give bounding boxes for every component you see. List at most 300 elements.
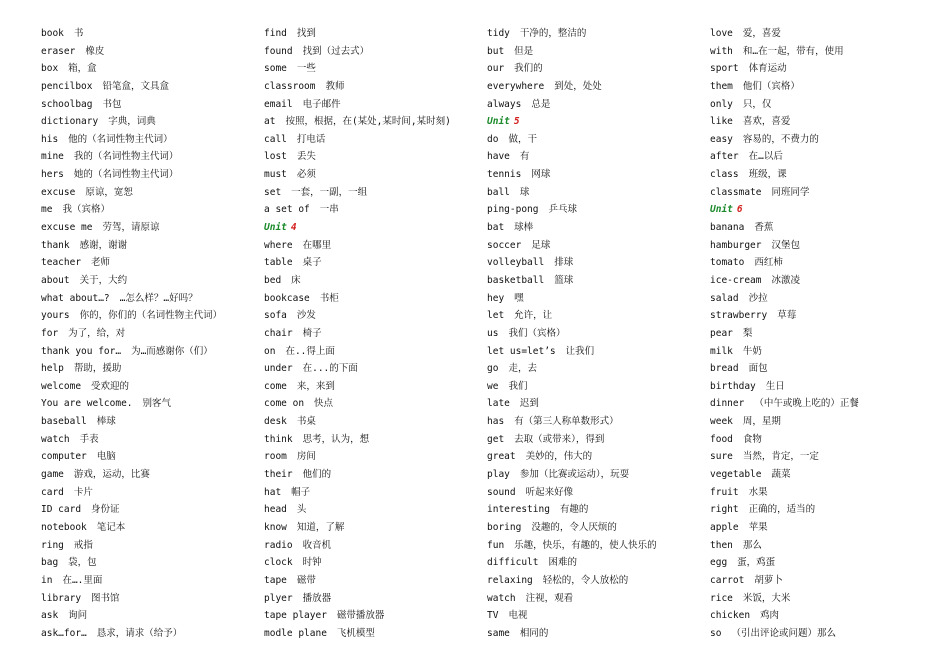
vocab-entry (710, 554, 945, 572)
vocab-entry (41, 219, 256, 237)
vocab-entry (710, 307, 945, 325)
vocab-meaning: 让我们 (565, 345, 595, 357)
vocab-meaning: 体育运动 (748, 63, 787, 75)
vocab-word: library (41, 592, 82, 604)
vocab-meaning: 迟到 (519, 398, 539, 410)
vocab-word: box (41, 63, 59, 75)
vocab-meaning: 注视，观看 (525, 592, 574, 604)
unit-label: Unit (264, 222, 287, 234)
vocab-entry (710, 448, 945, 466)
vocab-word: after (710, 151, 739, 163)
vocab-entry (41, 184, 256, 202)
vocab-word: thank (41, 239, 70, 251)
vocab-word: dinner (710, 398, 745, 410)
vocab-entry (264, 484, 479, 502)
vocab-entry (487, 554, 702, 572)
vocab-meaning: 书包 (102, 98, 122, 110)
vocab-word: get (487, 433, 505, 445)
vocab-entry (41, 554, 256, 572)
vocab-word: ask…for… (41, 627, 87, 639)
vocab-meaning: 老师 (91, 257, 111, 269)
vocab-entry (487, 519, 702, 537)
vocab-meaning: 打电话 (296, 133, 326, 145)
vocab-word: You are welcome. (41, 398, 133, 410)
vocab-entry (264, 501, 479, 519)
vocab-word: ring (41, 539, 64, 551)
vocab-entry (487, 290, 702, 308)
vocab-word: plyer (264, 592, 293, 604)
vocab-word: food (710, 433, 733, 445)
vocab-word: room (264, 451, 287, 463)
vocab-word: thank you for… (41, 345, 122, 357)
vocab-meaning: 球 (519, 186, 530, 198)
vocab-meaning: 允许，让 (514, 310, 553, 322)
vocab-word: everywhere (487, 80, 545, 92)
vocab-word: must (264, 169, 287, 181)
vocab-entry (710, 572, 945, 590)
vocab-entry (710, 501, 945, 519)
vocab-entry (487, 78, 702, 96)
vocab-entry (710, 360, 945, 378)
vocab-meaning: 在….里面 (62, 574, 103, 586)
vocab-meaning: 总是 (531, 98, 551, 110)
vocab-word: love (710, 28, 733, 39)
vocab-meaning: 时钟 (302, 557, 322, 569)
vocab-meaning: 椅子 (302, 327, 322, 339)
vocab-entry (41, 148, 256, 166)
vocab-word: fun (487, 539, 505, 551)
vocab-word: tidy (487, 28, 510, 39)
vocab-word: has (487, 416, 505, 428)
vocab-entry (487, 60, 702, 78)
vocab-meaning: 面包 (748, 363, 768, 375)
vocab-meaning: 为…而感谢你（们） (131, 345, 213, 357)
vocab-entry (487, 572, 702, 590)
vocab-meaning: 戒指 (73, 539, 93, 551)
vocab-entry (264, 131, 479, 149)
vocab-meaning: 那么 (742, 539, 762, 551)
vocab-entry (710, 378, 945, 396)
vocab-entry (710, 607, 945, 625)
vocab-entry (487, 590, 702, 608)
vocab-word: found (264, 45, 293, 57)
vocab-meaning: 快点 (314, 398, 334, 410)
vocab-entry (264, 254, 479, 272)
vocab-word: excuse me (41, 222, 93, 234)
vocab-meaning: 他们的 (302, 469, 332, 481)
vocab-meaning: 参加（比赛或运动），玩耍 (519, 469, 630, 481)
vocab-meaning: 她的（名词性物主代词） (73, 169, 179, 181)
vocab-word: where (264, 239, 293, 251)
vocab-entry (41, 395, 256, 413)
vocab-word: easy (710, 133, 733, 145)
vocab-meaning: 找到（过去式） (302, 45, 370, 57)
vocab-entry (264, 113, 479, 131)
vocab-word: salad (710, 292, 739, 304)
vocab-word: yours (41, 310, 70, 322)
vocab-entry (41, 590, 256, 608)
vocab-entry (41, 431, 256, 449)
vocab-meaning: 听起来好像 (525, 486, 574, 498)
vocab-entry (487, 431, 702, 449)
vocab-word: only (710, 98, 733, 110)
vocab-entry (41, 325, 256, 343)
vocab-entry (264, 572, 479, 590)
vocab-meaning: 相同的 (519, 627, 549, 639)
vocab-word: same (487, 627, 510, 639)
vocab-meaning: 你的，你们的（名词性物主代词） (79, 310, 223, 322)
vocab-meaning: 书 (73, 28, 84, 39)
vocab-entry (41, 607, 256, 625)
vocab-word: class (710, 169, 739, 181)
vocab-meaning: 在...的下面 (302, 363, 358, 375)
vocab-word: under (264, 363, 293, 375)
vocab-entry (264, 413, 479, 431)
vocab-word: bookcase (264, 292, 310, 304)
vocab-meaning: 到处，处处 (554, 80, 602, 92)
vocab-word: me (41, 204, 53, 216)
vocab-entry (487, 325, 702, 343)
vocab-word: sport (710, 63, 739, 75)
vocab-meaning: 询问 (68, 610, 88, 622)
vocab-word: eraser (41, 45, 76, 57)
vocab-word: great (487, 451, 516, 463)
vocab-word: bread (710, 363, 739, 375)
vocab-meaning: 游戏，运动，比赛 (73, 469, 150, 481)
vocab-meaning: 磁带 (296, 574, 316, 586)
vocab-word: lost (264, 151, 287, 163)
vocab-meaning: 球棒 (514, 222, 534, 234)
vocab-meaning: 受欢迎的 (91, 380, 130, 392)
vocab-entry (710, 590, 945, 608)
vocab-meaning: 去取（或带来），得到 (514, 433, 605, 445)
vocab-entry (710, 96, 945, 114)
vocab-column-2 (264, 25, 479, 642)
vocab-meaning: 桌子 (302, 257, 322, 269)
vocab-word: classmate (710, 186, 762, 198)
vocab-word: rice (710, 592, 733, 604)
vocab-entry (264, 166, 479, 184)
vocab-meaning: 一套，一副，一组 (291, 186, 368, 198)
vocab-word: pear (710, 327, 733, 339)
vocab-meaning: 身份证 (91, 504, 120, 516)
vocab-entry (41, 519, 256, 537)
vocab-entry (487, 607, 702, 625)
vocab-meaning: 走，去 (508, 363, 537, 375)
vocab-meaning: 别客气 (142, 398, 172, 410)
vocab-word: come (264, 380, 287, 392)
unit-label: Unit (710, 204, 733, 216)
vocab-word: notebook (41, 521, 87, 533)
vocab-meaning: 电视 (508, 610, 528, 622)
vocab-entry (264, 519, 479, 537)
vocab-meaning: 一串 (319, 204, 339, 216)
vocab-word: email (264, 98, 293, 110)
vocab-meaning: 没趣的，令人厌烦的 (531, 521, 617, 533)
vocab-meaning: 有（第三人称单数形式） (514, 416, 619, 428)
unit-label: Unit (487, 116, 510, 128)
vocabulary-page (0, 25, 950, 665)
vocab-word: late (487, 398, 510, 410)
vocab-word: on (264, 345, 276, 357)
vocab-word: bag (41, 557, 59, 569)
vocab-meaning: 西红柿 (754, 257, 783, 269)
vocab-entry (487, 413, 702, 431)
vocab-word: what about…? (41, 292, 110, 304)
vocab-meaning: 我（宾格） (62, 204, 110, 216)
vocab-entry (710, 272, 945, 290)
unit-heading (264, 219, 479, 237)
vocab-word: like (710, 116, 733, 128)
vocab-word: watch (41, 433, 70, 445)
vocab-word: in (41, 574, 53, 586)
vocab-meaning: 生日 (765, 380, 785, 392)
vocab-entry (487, 448, 702, 466)
vocab-meaning: 同班同学 (771, 186, 810, 198)
vocab-word: game (41, 469, 64, 481)
vocab-meaning: 困难的 (548, 557, 577, 569)
vocab-entry (41, 113, 256, 131)
vocab-meaning: 胡萝卜 (754, 574, 783, 586)
vocab-word: book (41, 28, 64, 39)
vocab-entry (41, 290, 256, 308)
vocab-entry (710, 113, 945, 131)
vocab-meaning: 网球 (531, 169, 551, 181)
vocab-entry (264, 448, 479, 466)
vocab-entry (487, 395, 702, 413)
vocab-word: relaxing (487, 574, 533, 586)
vocab-entry (710, 148, 945, 166)
vocab-entry (264, 307, 479, 325)
vocab-word: hat (264, 486, 282, 498)
vocab-entry (264, 184, 479, 202)
vocab-entry (710, 131, 945, 149)
vocab-meaning: 梨 (742, 327, 753, 339)
vocab-entry (710, 519, 945, 537)
vocab-meaning: 劳驾，请原谅 (102, 222, 160, 234)
vocab-word: right (710, 504, 739, 516)
vocab-entry (710, 625, 945, 643)
vocab-entry (487, 625, 702, 643)
vocab-word: difficult (487, 557, 539, 569)
vocab-word: dictionary (41, 116, 99, 128)
vocab-meaning: 牛奶 (742, 345, 762, 357)
vocab-word: volleyball (487, 257, 545, 269)
vocab-entry (41, 378, 256, 396)
vocab-entry (264, 272, 479, 290)
vocab-entry (487, 201, 702, 219)
vocab-meaning: 沙发 (296, 310, 316, 322)
vocab-word: clock (264, 557, 293, 569)
vocab-word: his (41, 133, 59, 145)
vocab-meaning: 苹果 (748, 521, 768, 533)
vocab-word: think (264, 433, 293, 445)
unit-number: 6 (736, 204, 743, 216)
vocab-word: radio (264, 539, 293, 551)
vocab-entry (41, 272, 256, 290)
vocab-meaning: 草莓 (777, 310, 797, 322)
vocab-word: have (487, 151, 510, 163)
vocab-entry (487, 466, 702, 484)
vocab-meaning: 字典，词典 (108, 116, 156, 128)
vocab-word: set (264, 186, 282, 198)
vocab-entry (710, 290, 945, 308)
vocab-meaning: 美妙的，伟大的 (525, 451, 593, 463)
vocab-word: computer (41, 451, 87, 463)
vocab-word: at (264, 116, 276, 128)
vocab-entry (41, 448, 256, 466)
vocab-meaning: 排球 (554, 257, 574, 269)
vocab-word: tomato (710, 257, 745, 269)
vocab-word: hers (41, 169, 64, 181)
vocab-entry (264, 148, 479, 166)
vocab-word: carrot (710, 574, 745, 586)
vocab-meaning: 为了，给，对 (68, 327, 126, 339)
vocab-word: ID card (41, 504, 82, 516)
vocab-entry (710, 431, 945, 449)
vocab-word: hamburger (710, 239, 762, 251)
vocab-word: ask (41, 610, 59, 622)
vocab-meaning: 在..得上面 (285, 345, 335, 357)
vocab-entry (710, 343, 945, 361)
vocab-meaning: 食物 (742, 433, 762, 445)
vocab-word: birthday (710, 380, 756, 392)
vocab-entry (487, 96, 702, 114)
vocab-entry (487, 237, 702, 255)
vocab-entry (487, 219, 702, 237)
vocab-entry (710, 184, 945, 202)
vocab-entry (487, 254, 702, 272)
vocab-word: us (487, 327, 499, 339)
vocab-word: desk (264, 416, 287, 428)
vocab-word: classroom (264, 80, 316, 92)
vocab-entry (487, 148, 702, 166)
vocab-meaning: 书桌 (296, 416, 316, 428)
vocab-word: come on (264, 398, 305, 410)
vocab-meaning: 我的（名词性物主代词） (73, 151, 179, 163)
vocab-entry (710, 25, 945, 43)
vocab-word: go (487, 363, 499, 375)
vocab-entry (487, 378, 702, 396)
vocab-entry (41, 537, 256, 555)
vocab-word: card (41, 486, 64, 498)
vocab-word: baseball (41, 416, 87, 428)
vocab-meaning: 电子邮件 (302, 98, 341, 110)
vocab-meaning: 足球 (531, 239, 551, 251)
vocab-meaning: 蛋，鸡蛋 (737, 557, 776, 569)
vocab-meaning: 嘿 (514, 292, 524, 304)
vocab-meaning: 电脑 (96, 451, 116, 463)
vocab-entry (710, 60, 945, 78)
vocab-word: bat (487, 222, 505, 234)
vocab-entry (41, 307, 256, 325)
vocab-entry (41, 43, 256, 61)
vocab-entry (487, 43, 702, 61)
vocab-entry (264, 60, 479, 78)
vocab-meaning: 容易的，不费力的 (742, 133, 819, 145)
vocab-meaning: 书柜 (319, 292, 339, 304)
vocab-word: watch (487, 592, 516, 604)
vocab-entry (264, 25, 479, 43)
vocab-entry (487, 272, 702, 290)
vocab-meaning: 正确的，适当的 (748, 504, 816, 516)
vocab-meaning: 蔬菜 (771, 469, 791, 481)
vocab-entry (710, 43, 945, 61)
vocab-meaning: 冰激凌 (771, 274, 800, 286)
vocab-meaning: 爱，喜爱 (742, 28, 781, 39)
vocab-meaning: 有 (519, 151, 530, 163)
vocab-word: chicken (710, 610, 751, 622)
vocab-word: vegetable (710, 469, 762, 481)
vocab-column-4 (710, 25, 945, 642)
vocab-meaning: 必须 (296, 169, 316, 181)
vocab-word: banana (710, 222, 745, 234)
vocab-word: soccer (487, 239, 522, 251)
vocab-meaning: 思考，认为，想 (302, 433, 370, 445)
vocab-entry (41, 466, 256, 484)
unit-number: 5 (513, 116, 520, 128)
vocab-entry (264, 96, 479, 114)
vocab-entry (264, 431, 479, 449)
vocab-word: sound (487, 486, 516, 498)
vocab-entry (264, 237, 479, 255)
vocab-column-3 (487, 25, 702, 642)
vocab-entry (264, 625, 479, 643)
vocab-word: always (487, 98, 522, 110)
vocab-word: table (264, 257, 293, 269)
vocab-entry (487, 166, 702, 184)
vocab-entry (41, 360, 256, 378)
vocab-meaning: …怎么样？…好吗？ (119, 292, 198, 304)
vocab-word: help (41, 363, 64, 375)
vocab-word: interesting (487, 504, 550, 516)
vocab-word: tape player (264, 610, 327, 622)
vocab-word: chair (264, 327, 293, 339)
vocab-entry (710, 466, 945, 484)
vocab-entry (41, 237, 256, 255)
vocab-word: bed (264, 274, 282, 286)
vocab-entry (41, 572, 256, 590)
vocab-meaning: 棒球 (96, 416, 116, 428)
vocab-word: milk (710, 345, 733, 357)
vocab-meaning: 卡片 (73, 486, 93, 498)
vocab-entry (710, 484, 945, 502)
vocab-entry (41, 78, 256, 96)
unit-number: 4 (290, 222, 297, 234)
vocab-entry (710, 325, 945, 343)
vocab-entry (487, 537, 702, 555)
vocab-entry (487, 307, 702, 325)
vocab-entry (264, 590, 479, 608)
vocab-word: welcome (41, 380, 82, 392)
vocab-meaning: 箱，盒 (68, 63, 97, 75)
vocab-entry (264, 360, 479, 378)
vocab-meaning: 做，干 (508, 133, 537, 145)
vocab-entry (487, 501, 702, 519)
vocab-meaning: 我们（宾格） (508, 327, 566, 339)
vocab-entry (487, 484, 702, 502)
vocab-entry (710, 78, 945, 96)
vocab-meaning: 鸡肉 (760, 610, 780, 622)
vocab-word: do (487, 133, 499, 145)
vocab-meaning: 但是 (514, 45, 534, 57)
vocab-meaning: 图书馆 (91, 592, 120, 604)
vocab-entry (41, 501, 256, 519)
vocab-meaning: 水果 (748, 486, 768, 498)
vocab-meaning: 知道，了解 (296, 521, 345, 533)
vocab-meaning: 乐趣，快乐，有趣的，使人快乐的 (514, 539, 657, 551)
vocab-word: ball (487, 186, 510, 198)
